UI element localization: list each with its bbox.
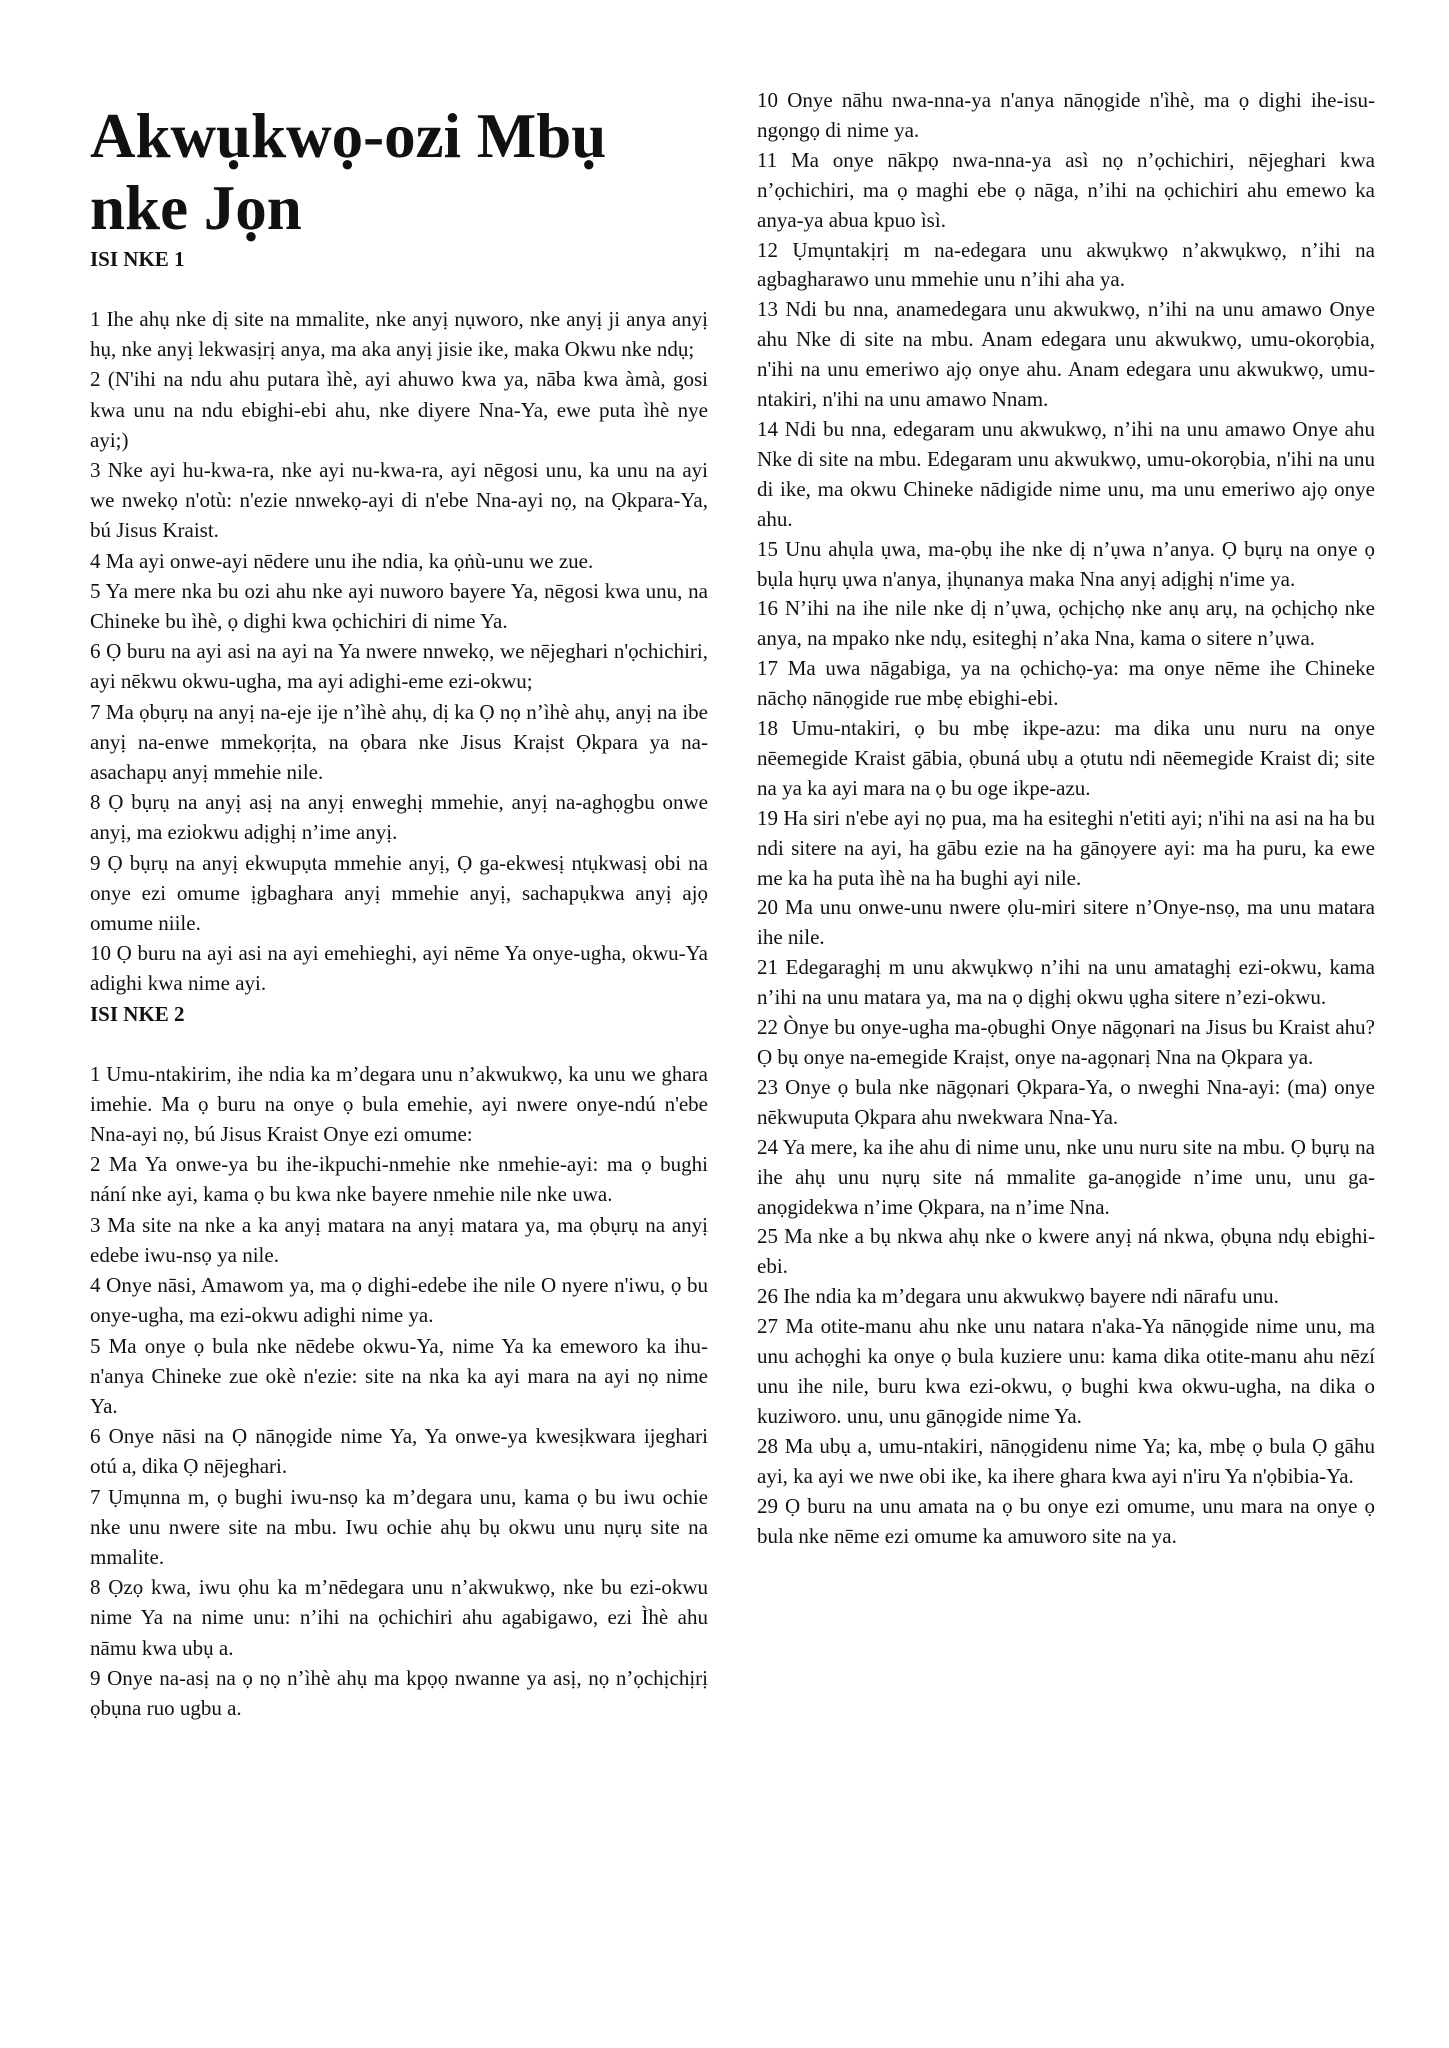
verse-2-1: 1 Umu-ntakirim, ihe ndia ka m’degara unu n’akwukwọ, ka unu we ghara imehie. Ma ọ buru na onye ọ bula emehie, ayi nwere onye-ndú n'ebe Nna-ayi nọ, bú Jisus Kraist Onye ezi omume: — [90, 1061, 708, 1147]
verse-2-13: 13 Ndi bu nna, anamedegara unu akwukwọ, n’ihi na unu amawo Onye ahu Nke di site na mbu. Anam edegara unu akwukwọ, umu-okorọbia, n'ihi na unu emeriwo ajọ onye ahu. Anam edegara unu akwukwọ, umu-ntakiri, n'ihi na unu amawo Nnam. — [757, 297, 1375, 412]
right-column — [757, 86, 1375, 1551]
chapter-2-heading: ISI NKE 2 — [90, 1001, 185, 1026]
verse-1-7: 7 Ma ọbụrụ na anyị na-eje ije n’ìhè ahụ, dị ka Ọ nọ n’ìhè ahụ, anyị na ibe anyị na-enwe mmekọrịta, na ọbara nke Jisus Kraịst Ọkpara ya na-asachapụ anyị mmehie nile. — [90, 699, 708, 785]
verse-2-14: 14 Ndi bu nna, edegaram unu akwukwọ, n’ihi na unu amawo Onye ahu Nke di site na mbu. Edegaram unu akwukwọ, umu-okorọbia, n'ihi na unu di ike, ma okwu Chineke nādigide nime unu, ma unu emeriwo ajọ onye ahu. — [757, 416, 1375, 531]
verse-1-3: 3 Nke ayi hu-kwa-ra, nke ayi nu-kwa-ra, ayi nēgosi unu, ka unu na ayi we nwekọ n'otù: n'ezie nnwekọ-ayi di n'ebe Nna-ayi nọ, na Ọkpara-Ya, bú Jisus Kraist. — [90, 458, 708, 543]
verse-1-4: 4 Ma ayi onwe-ayi nēdere unu ihe ndia, ka ọṅù-unu we zue. — [90, 548, 594, 573]
verse-2-12: 12 Ụmụntakịrị m na-edegara unu akwụkwọ n’akwụkwọ, n’ihi na agbagharawo unu mmehie unu n’ihi aha ya. — [757, 237, 1375, 292]
verse-1-2: 2 (N'ihi na ndu ahu putara ìhè, ayi ahuwo kwa ya, nāba kwa àmà, gosi kwa unu na ndu ebighi-ebi ahu, nke diyere Nna-Ya, ewe puta ìhè nye ayi;) — [90, 367, 708, 452]
chapter-2-verses-part-2 — [757, 86, 1375, 1551]
verse-2-25: 25 Ma nke a bụ nkwa ahụ nke o kwere anyị ná nkwa, ọbụna ndụ ebighi-ebi. — [757, 1224, 1375, 1279]
verse-2-20: 20 Ma unu onwe-unu nwere ọlu-miri sitere n’Onye-nsọ, ma unu matara ihe nile. — [757, 895, 1375, 950]
verse-2-7: 7 Ụmụnna m, ọ bughi iwu-nsọ ka m’degara unu, kama ọ bu iwu ochie nke unu nwere site na mbu. Iwu ochie ahụ bụ okwu unu nụrụ site na mmalite. — [90, 1484, 708, 1569]
verse-2-27: 27 Ma otite-manu ahu nke unu natara n'aka-Ya nānọgide nime unu, ma unu achọghi ka onye ọ bula kuziere unu: kama dika otite-manu ahu nēzí unu ihe nile, buru kwa ezi-okwu, ọ bughi kwa okwu-ugha, na dika o kuziworo. unu, unu gānọgide nime Ya. — [757, 1314, 1375, 1428]
verse-2-8: 8 Ọzọ kwa, iwu ọhu ka m’nēdegara unu n’akwukwọ, nke bu ezi-okwu nime Ya na nime unu: n’ihi na ọchichiri ahu agabigawo, ezi Ìhè ahu nāmu kwa ubụ a. — [90, 1575, 708, 1660]
verse-2-4: 4 Onye nāsi, Amawom ya, ma ọ dighi-edebe ihe nile O nyere n'iwu, ọ bu onye-ugha, ma ezi-okwu adighi nime ya. — [90, 1273, 708, 1328]
verse-2-10: 10 Onye nāhu nwa-nna-ya n'anya nānọgide n'ìhè, ma ọ dighi ihe-isu-ngọngọ di nime ya. — [757, 88, 1375, 142]
verse-1-10: 10 Ọ buru na ayi asi na ayi emehieghi, ayi nēme Ya onye-ugha, okwu-Ya adighi kwa nime ayi. — [90, 941, 708, 996]
verse-2-9: 9 Onye na-asị na ọ nọ n’ìhè ahụ ma kpọọ nwanne ya asị, nọ n’ọchịchịrị ọbụna ruo ugbu a. — [90, 1665, 708, 1720]
chapter-1-heading: ISI NKE 1 — [90, 247, 185, 271]
verse-1-8: 8 Ọ bụrụ na anyị asị na anyị enweghị mmehie, anyị na-aghọgbu onwe anyị, ma eziokwu adịghị n’ime anyị. — [90, 790, 708, 845]
verse-2-29: 29 Ọ buru na unu amata na ọ bu onye ezi omume, unu mara na onye ọ bula nke nēme ezi omume ka amuworo site na ya. — [757, 1493, 1375, 1548]
verse-2-23: 23 Onye ọ bula nke nāgọnari Ọkpara-Ya, o nweghi Nna-ayi: (ma) onye nēkwuputa Ọkpara ahu nwekwara Nna-Ya. — [757, 1074, 1375, 1129]
verse-2-11: 11 Ma onye nākpọ nwa-nna-ya asì nọ n’ọchichiri, nējeghari kwa n’ọchichiri, ma ọ maghi ebe ọ nāga, n’ihi na ọchichiri ahu emewo ka anya-ya abua kpuo ìsì. — [757, 147, 1375, 232]
verse-2-5: 5 Ma onye ọ bula nke nēdebe okwu-Ya, nime Ya ka emeworo ka ihu-n'anya Chineke zue okè n'ezie: site na nka ka ayi mara na ayi nọ nime Ya. — [90, 1333, 708, 1418]
verse-2-6: 6 Onye nāsi na Ọ nānọgide nime Ya, Ya onwe-ya kwesịkwara ijeghari otú a, dika Ọ nējeghari. — [90, 1424, 708, 1479]
verse-1-5: 5 Ya mere nka bu ozi ahu nke ayi nuworo bayere Ya, nēgosi kwa unu, na Chineke bu ìhè, ọ dighi kwa ọchichiri di nime Ya. — [90, 578, 708, 634]
verse-2-17: 17 Ma uwa nāgabiga, ya na ọchichọ-ya: ma onye nēme ihe Chineke nāchọ nānọgide rue mbẹ ebighi-ebi. — [757, 656, 1375, 711]
verse-2-21: 21 Edegaraghị m unu akwụkwọ n’ihi na unu amataghị ezi-okwu, kama n’ihi na unu matara ya, ma na ọ dịghị okwu ụgha sitere n’ezi-okwu. — [757, 955, 1375, 1010]
verse-1-9: 9 Ọ bụrụ na anyị ekwupụta mmehie anyị, Ọ ga-ekwesị ntụkwasị obi na onye ezi omume ịgbaghara anyị mmehie anyị, sachapụkwa anyị ajọ omume niile. — [90, 850, 708, 936]
verse-1-1: 1 Ihe ahụ nke dị site na mmalite, nke anyị nụworo, nke anyị ji anya anyị hụ, nke anyị lekwasịrị anya, ma aka anyị jisie ike, maka Okwu nke ndụ; — [90, 307, 708, 362]
verse-2-22: 22 Ònye bu onye-ugha ma-ọbughi Onye nāgọnari na Jisus bu Kraist ahu? Ọ bụ onye na-emegide Kraịst, onye na-agọnarị Nna na Ọkpara ya. — [757, 1015, 1375, 1069]
chapter-1-verses — [90, 304, 708, 999]
verse-2-26: 26 Ihe ndia ka m’degara unu akwukwọ bayere ndi nārafu unu. — [757, 1284, 1279, 1309]
verse-2-19: 19 Ha siri n'ebe ayi nọ pua, ma ha esiteghi n'etiti ayi; n'ihi na asi na ha bu ndi sitere na ayi, ha gābu ezie na ha gānọyere ayi: ma ha puru, ka ewe me ka ha puta ìhè na ha bughi ayi nile. — [757, 805, 1375, 890]
chapter-2-verses-part-1 — [90, 1059, 708, 1723]
verse-2-2: 2 Ma Ya onwe-ya bu ihe-ikpuchi-nmehie nke nmehie-ayi: ma ọ bughi nání nke ayi, kama ọ bu kwa nke bayere nmehie nile nke uwa. — [90, 1152, 708, 1207]
verse-2-18: 18 Umu-ntakiri, ọ bu mbẹ ikpe-azu: ma dika unu nuru na onye nēemegide Kraist gābia, ọbuná ubụ a ọtutu ndi nēemegide Kraist di; site na ya ka ayi mara na ọ bu oge ikpe-azu. — [757, 716, 1375, 800]
verse-2-28: 28 Ma ubụ a, umu-ntakiri, nānọgidenu nime Ya; ka, mbẹ ọ bula Ọ gāhu ayi, ka ayi we nwe obi ike, ka ihere ghara kwa ayi n'iru Ya n'ọbibia-Ya. — [757, 1433, 1375, 1488]
left-column — [90, 0, 708, 1723]
verse-2-3: 3 Ma site na nke a ka anyị matara na anyị matara ya, ma ọbụrụ na anyị edebe iwu-nsọ ya nile. — [90, 1212, 708, 1267]
verse-1-6: 6 Ọ buru na ayi asi na ayi na Ya nwere nnwekọ, we nējeghari n'ọchichiri, ayi nēkwu okwu-ugha, ma ayi adighi-eme ezi-okwu; — [90, 639, 708, 694]
verse-2-16: 16 N’ihi na ihe nile nke dị n’ụwa, ọchịchọ nke anụ arụ, na ọchịchọ nke anya, na mpako nke ndụ, esiteghị n’aka Nna, kama o sitere n’ụwa. — [757, 596, 1375, 651]
verse-2-24: 24 Ya mere, ka ihe ahu di nime unu, nke unu nuru site na mbu. Ọ bụrụ na ihe ahụ unu nụrụ site ná mmalite ga-anọgide n’ime unu, unu ga-anọgidekwa n’ime Ọkpara, na n’ime Nna. — [757, 1134, 1375, 1219]
document-title: Akwụkwọ-ozi Mbụ nke Jọn — [90, 101, 607, 243]
verse-2-15: 15 Unu ahụla ụwa, ma-ọbụ ihe nke dị n’ụwa n’anya. Ọ bụrụ na onye ọ bụla hụrụ ụwa n'anya, ịhụnanya maka Nna anyị adịghị n'ime ya. — [757, 536, 1375, 591]
